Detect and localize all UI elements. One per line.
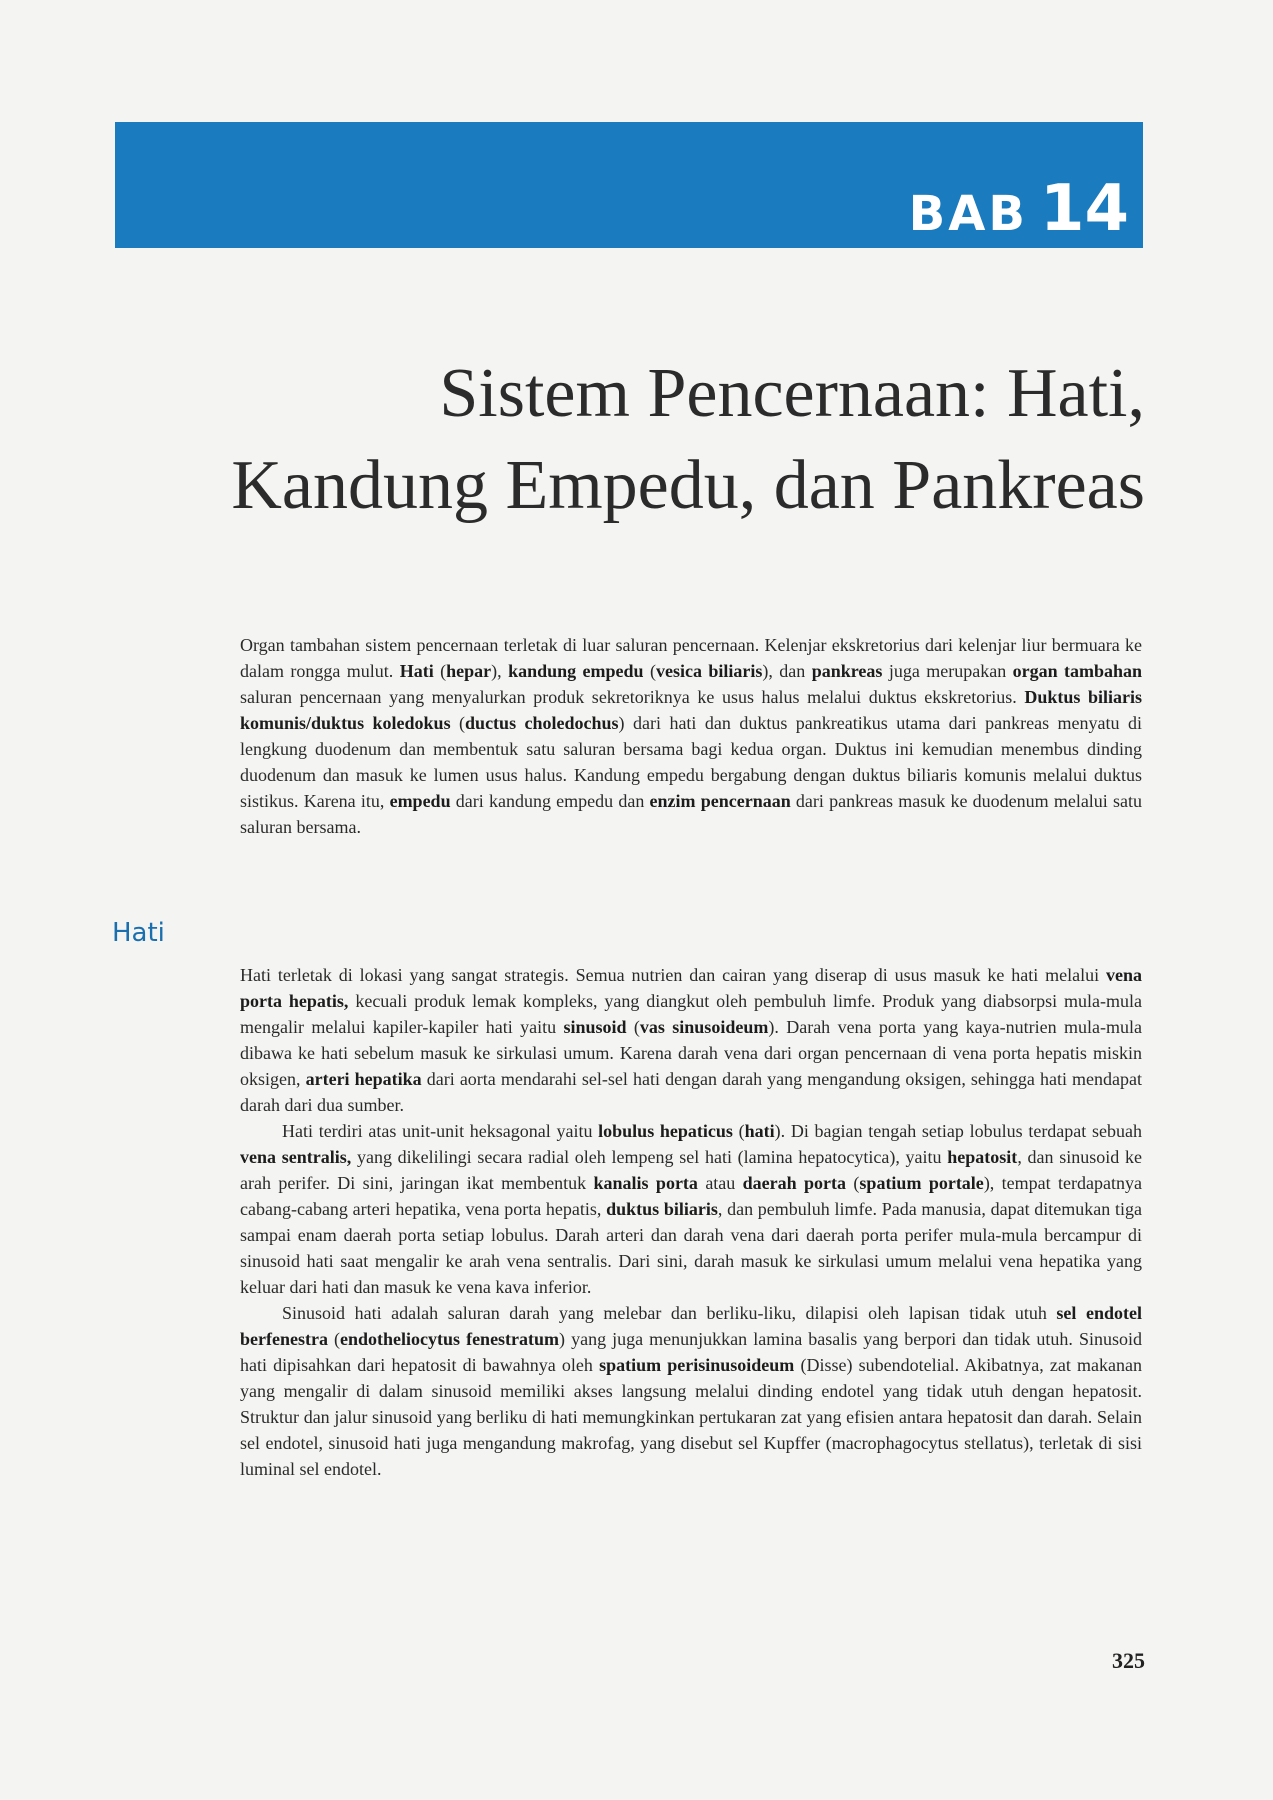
bold-term: spatium portale	[859, 1173, 984, 1193]
bold-term: vena porta hepatis,	[240, 965, 1142, 1011]
text-run: Sinusoid hati adalah saluran darah yang melebar dan berliku-liku, dilapisi oleh lapisan tidak utuh	[282, 1303, 1057, 1323]
text-run: juga merupakan	[882, 661, 1013, 681]
text-run: ) dari hati dan duktus pankreatikus utama dari pankreas menyatu di lengkung duodenum dan membentuk satu saluran bersama bagi kedua organ. Duktus ini kemudian menembus dinding duodenum dan masuk ke lumen usus halus. Kandung empedu bergabung dengan duktus biliaris komunis melalui duktus sistikus. Karena itu,	[240, 713, 1142, 811]
bold-term: ductus choledochus	[465, 713, 619, 733]
section-heading: Hati	[112, 918, 165, 948]
text-run: (	[450, 713, 466, 733]
text-run: ) yang juga menunjukkan lamina basalis yang berpori dan tidak utuh. Sinusoid hati dipisahkan dari hepatosit di bawahnya oleh	[240, 1329, 1142, 1375]
text-run: ). Di bagian tengah setiap lobulus terdapat sebuah	[774, 1121, 1142, 1141]
text-run: (Disse) subendotelial. Akibatnya, zat makanan yang mengalir di dalam sinusoid memiliki akses langsung melalui dinding endotel yang tidak utuh dengan hepatosit. Struktur dan jalur sinusoid yang berliku di hati memungkinkan pertukaran zat yang efisien antara hepatosit dan darah. Selain sel endotel, sinusoid hati juga mengandung makrofag, yang disebut sel Kupffer (macrophagocytus stellatus), terletak di sisi luminal sel endotel.	[240, 1355, 1143, 1479]
text-run: kecuali produk lemak kompleks, yang diangkut oleh pembuluh limfe. Produk yang diabsorpsi mula-mula mengalir melalui kapiler-kapiler hati yaitu	[240, 991, 1142, 1037]
chapter-title-line-2: Kandung Empedu, dan Pankreas	[231, 447, 1145, 524]
bold-term: hepar	[446, 661, 492, 681]
bold-term: organ tambahan	[1012, 661, 1143, 681]
bold-term: duktus biliaris	[606, 1199, 718, 1219]
bold-term: vena sentralis,	[240, 1147, 352, 1167]
chapter-word: BAB	[908, 186, 1028, 242]
chapter-title-line-1: Sistem Pencernaan: Hati,	[439, 355, 1145, 432]
bold-term: arteri hepatika	[305, 1069, 422, 1089]
text-run: (	[626, 1017, 640, 1037]
text-run: ). Darah vena porta yang kaya-nutrien mula-mula dibawa ke hati sebelum masuk ke sirkulasi umum. Karena darah vena dari organ pencernaan di vena porta hepatis miskin oksigen,	[240, 1017, 1142, 1089]
bold-term: vesica biliaris	[655, 661, 763, 681]
bold-term: Duktus biliaris komunis/duktus koledokus	[240, 687, 1142, 733]
text-run: (	[327, 1329, 341, 1349]
text-run: ),	[491, 661, 509, 681]
bold-term: endotheliocytus fenestratum	[340, 1329, 560, 1349]
bold-term: pankreas	[811, 661, 883, 681]
text-run: Organ tambahan sistem pencernaan terletak di luar saluran pencernaan. Kelenjar ekskretorius dari kelenjar liur bermuara ke dalam rongga mulut.	[240, 635, 1142, 681]
bold-term: daerah porta	[742, 1173, 847, 1193]
text-run: dari pankreas masuk ke duodenum melalui satu saluran bersama.	[240, 791, 1143, 837]
text-run: , dan sinusoid ke arah perifer. Di sini, jaringan ikat membentuk	[240, 1147, 1142, 1193]
text-run: ), tempat terdapatnya cabang-cabang arteri hepatika, vena porta hepatis,	[240, 1173, 1142, 1219]
bold-term: enzim pencernaan	[649, 791, 791, 811]
chapter-title	[135, 348, 1145, 532]
body-paragraph	[240, 1118, 1142, 1300]
bold-term: kanalis porta	[593, 1173, 698, 1193]
chapter-label	[909, 172, 1129, 246]
bold-term: kandung empedu	[508, 661, 644, 681]
intro-paragraph	[240, 632, 1142, 840]
text-run: (	[732, 1121, 745, 1141]
text-run: Hati terletak di lokasi yang sangat strategis. Semua nutrien dan cairan yang diserap di usus masuk ke hati melalui	[240, 965, 1106, 985]
body-paragraph	[240, 1300, 1142, 1482]
chapter-number: 14	[1039, 172, 1129, 246]
chapter-banner	[115, 122, 1143, 248]
text-run: ), dan	[762, 661, 812, 681]
text-run: (	[846, 1173, 860, 1193]
text-run: yang dikelilingi secara radial oleh lempeng sel hati (lamina hepatocytica), yaitu	[351, 1147, 948, 1167]
bold-term: sinusoid	[563, 1017, 627, 1037]
bold-term: empedu	[389, 791, 451, 811]
bold-term: vas sinusoideum	[639, 1017, 769, 1037]
page-number: 325	[1112, 1648, 1145, 1673]
text-run: atau	[697, 1173, 743, 1193]
text-run: Hati terdiri atas unit-unit heksagonal yaitu	[282, 1121, 599, 1141]
section-body	[240, 962, 1142, 1482]
text-run: (	[643, 661, 656, 681]
bold-term: hepatosit	[947, 1147, 1018, 1167]
bold-term: lobulus hepaticus	[598, 1121, 733, 1141]
bold-term: Hati	[399, 661, 434, 681]
bold-term: sel endotel berfenestra	[240, 1303, 1142, 1349]
text-run: dari aorta mendarahi sel-sel hati dengan darah yang mengandung oksigen, sehingga hati mendapat darah dari dua sumber.	[240, 1069, 1143, 1115]
text-run: (	[433, 661, 447, 681]
bold-term: spatium perisinusoideum	[599, 1355, 795, 1375]
bold-term: hati	[744, 1121, 775, 1141]
text-run: dari kandung empedu dan	[450, 791, 650, 811]
text-run: , dan pembuluh limfe. Pada manusia, dapat ditemukan tiga sampai enam daerah porta setiap lobulus. Darah arteri dan darah vena dari daerah porta perifer mula-mula bercampur di sinusoid hati saat mengalir ke arah vena sentralis. Dari sini, darah masuk ke sirkulasi umum melalui vena hepatika yang keluar dari hati dan masuk ke vena kava inferior.	[240, 1199, 1142, 1297]
body-paragraph	[240, 962, 1142, 1118]
text-run: saluran pencernaan yang menyalurkan produk sekretoriknya ke usus halus melalui duktus ekskretorius.	[240, 687, 1025, 707]
